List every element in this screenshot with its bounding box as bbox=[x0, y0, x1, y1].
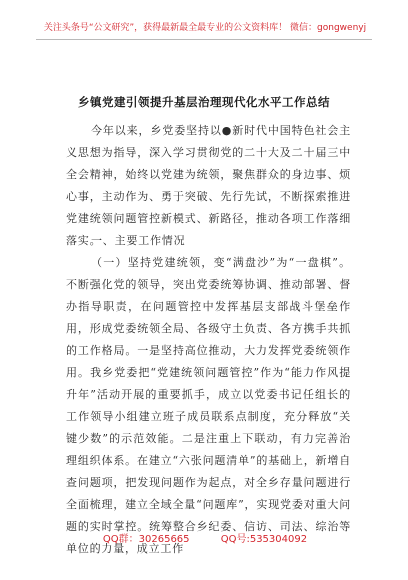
header-divider bbox=[36, 39, 372, 40]
footer-qq-number[interactable]: QQ号:535304092 bbox=[220, 534, 308, 545]
document-title: 乡镇党建引领提升基层治理现代化水平工作总结 bbox=[78, 95, 330, 109]
subsection-paragraph: （一）坚持党建统领，变“满盘沙”为“一盘棋”。不断强化党的领导，突出党委统筹协调、推动部署、督办指导职责，在问题管控中发挥基层支部战斗堡垒作用，形成党委统领全局、各级守土负责、各方携手共抓的工作格局。一是坚持高位推动，大力发挥党委统领作用。我乡党委把“党建统领问题管控”作为“能力作风提升年”活动开展的重要抓手，成立以党委书记任组长的工作领导小组建立班子成员联系点制度，充分释放“关键少数”的示范效能。二是注重上下联动，有力完善治理组织体系。在建立“六张问题清单”的基础上，新增自查问题项，把发现问题作为起点，对全乡存量问题进行全面梳理，建立全域全量“问题库”，实现党委对重大问题的实时掌控。统筹整合乡纪委、信访、司法、综治等单位的力量，成立工作 bbox=[66, 256, 351, 555]
footer-qq-group[interactable]: QQ群：30265665 bbox=[102, 534, 190, 545]
footer bbox=[40, 534, 370, 546]
section-heading: 一、主要工作情况 bbox=[91, 234, 186, 247]
intro-paragraph: 今年以来，乡党委坚持以●新时代中国特色社会主义思想为指导，深入学习贯彻党的二十大及二十届三中全会精神，始终以党建为统领，聚焦群众的身边事、烦心事，主动作为、勇于突破、先行先试，不断探索推进党建统领问题管控新模式、新路径，推动各项工作落细落实。 bbox=[66, 124, 351, 247]
header-banner[interactable]: 关注头条号“公文研究”，获得最新最全最专业的公文资料库！ 微信：gongwenyj bbox=[43, 23, 367, 33]
